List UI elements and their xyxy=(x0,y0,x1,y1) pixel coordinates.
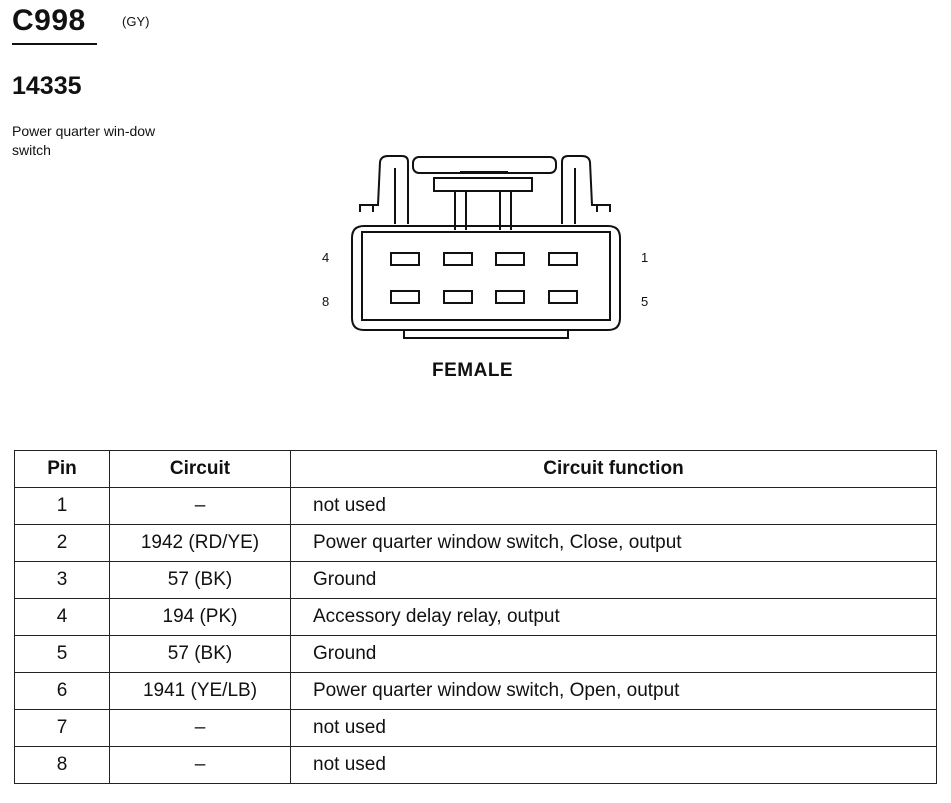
cell-function: not used xyxy=(291,747,937,784)
header-pin: Pin xyxy=(15,451,110,488)
connector-id-underline xyxy=(12,43,97,45)
table-row xyxy=(15,562,937,599)
left-tower-inner xyxy=(373,168,395,224)
right-tower xyxy=(562,156,610,224)
connector-color-code: (GY) xyxy=(122,14,150,29)
cell-pin: 1 xyxy=(15,488,110,525)
cell-circuit: 194 (PK) xyxy=(110,599,291,636)
pin-cavity-5 xyxy=(549,291,577,303)
connector-face-drawing xyxy=(300,148,630,348)
pin-cavity-2 xyxy=(496,253,524,265)
cell-pin: 5 xyxy=(15,636,110,673)
description-text: Power quarter win-dow switch xyxy=(12,123,156,158)
connector-id: C998 xyxy=(12,4,86,37)
pin-cavity-3 xyxy=(444,253,472,265)
pin-label-top-right: 1 xyxy=(641,250,649,265)
table-row xyxy=(15,673,937,710)
pin-label-bottom-left: 8 xyxy=(322,294,330,309)
cell-function: Power quarter window switch, Close, output xyxy=(291,525,937,562)
pin-label-bottom-right: 5 xyxy=(641,294,649,309)
table-header-row xyxy=(15,451,937,488)
cell-function: not used xyxy=(291,488,937,525)
center-lock xyxy=(434,178,532,191)
right-tower-inner xyxy=(575,168,597,224)
cell-function: Power quarter window switch, Open, output xyxy=(291,673,937,710)
cell-pin: 4 xyxy=(15,599,110,636)
cell-circuit: 1942 (RD/YE) xyxy=(110,525,291,562)
latch-top-bar xyxy=(413,157,556,173)
cell-pin: 8 xyxy=(15,747,110,784)
center-lock-stem xyxy=(455,191,511,230)
pin-cavity-6 xyxy=(496,291,524,303)
table-row xyxy=(15,488,937,525)
header-circuit-function: Circuit function xyxy=(291,451,937,488)
pin-cavity-4 xyxy=(391,253,419,265)
pin-cavity-7 xyxy=(444,291,472,303)
table-row xyxy=(15,525,937,562)
cell-function: not used xyxy=(291,710,937,747)
connector-body xyxy=(352,226,620,330)
header-circuit: Circuit xyxy=(110,451,291,488)
pinout-table xyxy=(14,450,937,784)
part-number: 14335 xyxy=(12,72,82,100)
cell-circuit: 57 (BK) xyxy=(110,562,291,599)
left-tower xyxy=(360,156,408,224)
cell-circuit: – xyxy=(110,747,291,784)
connector-description xyxy=(12,122,172,160)
cell-pin: 3 xyxy=(15,562,110,599)
cell-pin: 7 xyxy=(15,710,110,747)
table-row xyxy=(15,747,937,784)
cell-function: Ground xyxy=(291,636,937,673)
cell-pin: 6 xyxy=(15,673,110,710)
cell-circuit: – xyxy=(110,710,291,747)
table-row xyxy=(15,636,937,673)
table-row xyxy=(15,599,937,636)
cell-circuit: 57 (BK) xyxy=(110,636,291,673)
table-row xyxy=(15,710,937,747)
pin-cavity-8 xyxy=(391,291,419,303)
cell-function: Accessory delay relay, output xyxy=(291,599,937,636)
pin-cavity-1 xyxy=(549,253,577,265)
pin-label-top-left: 4 xyxy=(322,250,330,265)
cell-function: Ground xyxy=(291,562,937,599)
cell-circuit: 1941 (YE/LB) xyxy=(110,673,291,710)
cell-pin: 2 xyxy=(15,525,110,562)
cell-circuit: – xyxy=(110,488,291,525)
connector-body-inner xyxy=(362,232,610,320)
bottom-key xyxy=(404,330,568,338)
view-label: FEMALE xyxy=(432,360,514,381)
